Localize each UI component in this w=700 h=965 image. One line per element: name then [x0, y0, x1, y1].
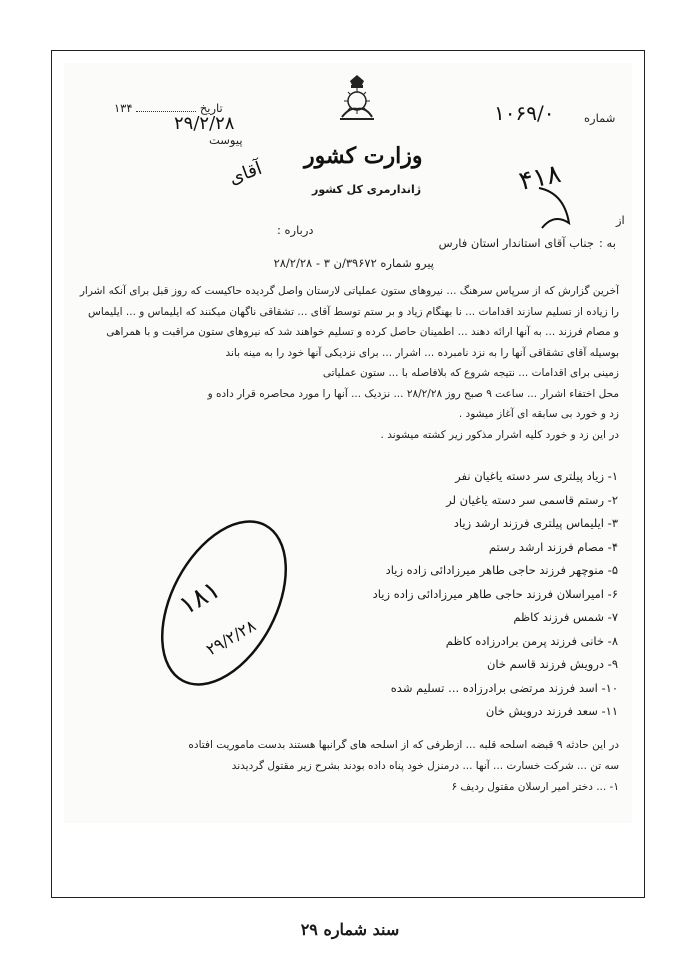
reference-line: پیرو شماره ۳۹۶۷۲/ن ۳ - ۲۸/۲/۲۸	[273, 256, 434, 270]
circle-number: ۱۸۱	[174, 574, 226, 622]
closing-line: ۱- ... دختر امیر ارسلان مقتول ردیف ۶	[451, 781, 619, 793]
list-item: ۷- شمس فرزند کاظم	[513, 610, 618, 624]
number-label: شماره	[584, 111, 616, 125]
body-line: را زیاده از تسلیم سازند اقدامات ... نا بهنگام زیاد و بر ستم توسط آقای ... تشقاقی ناگهان میکنند که ایلیماس و ... ایلیماس	[88, 305, 619, 318]
letter-body	[79, 281, 619, 445]
body-line: محل اختفاء اشرار ... ساعت ۹ صبح روز ۲۸/۲/۲۸ ... نزدیک ... آنها را مورد محاصره قرار داده و	[207, 387, 619, 400]
closing-line: در این حادثه ۹ قبضه اسلحه قلبه ... ازطرفی که از اسلحه های گرانبها هستند بدست ماموریت افتاده	[188, 739, 619, 751]
body-line: بوسیله آقای تشقاقی آنها را به نزد نامبرده ... اشرار ... برای نزدیکی آنها خود را به مینه باند	[225, 346, 619, 359]
year-value: ۱۳۴	[114, 101, 133, 115]
body-line: آخرین گزارش که از سرپاس سرهنگ ... نیروهای ستون عملیاتی لارستان واصل گردیده حاکیست که روز قبل برای آنکه اشرار	[79, 285, 619, 297]
document-caption: سند شماره ۲۹	[300, 920, 400, 939]
date-label: تاریخ	[199, 101, 223, 115]
list-item: ۵- منوچهر فرزند حاجی طاهر میرزادائی زاده زیاد	[385, 563, 618, 577]
marginal-scribble: ۴۱۸	[516, 158, 564, 198]
scanned-letter	[64, 63, 632, 823]
center-scribble: آقای	[226, 157, 265, 190]
body-line: و مصام فرزند ... به آنها ارائه دهند ... اطمینان حاصل کرده و تسلیم خواهند شد که نیروهای ستون مراقبت و با همراهی	[106, 326, 619, 338]
handwritten-circle	[149, 503, 299, 703]
body-line: زمینی برای اقدامات ... نتیجه شروع که بلافاصله با ... ستون عملیاتی	[322, 367, 619, 379]
attachment-label: پیوست	[209, 133, 243, 147]
department-title: ژاندارمری کل کشور	[312, 183, 422, 196]
to-label: به :	[599, 236, 616, 250]
list-item: ۱۰- اسد فرزند مرتضی برادرزاده ... تسلیم شده	[390, 680, 618, 695]
list-item: ۶- امیراسلان فرزند حاجی طاهر میرزادائی زاده زیاد	[372, 586, 618, 601]
list-item: ۹- درویش فرزند قاسم خان	[486, 657, 618, 671]
lion-and-sun-crest-icon	[332, 73, 382, 123]
list-item: ۸- خانی فرزند پرمن برادرزاده کاظم	[445, 633, 618, 648]
list-item: ۲- رستم قاسمی سر دسته یاغیان لر	[446, 492, 618, 507]
body-line: در این زد و خورد کلیه اشرار مذکور زیر کشته میشوند .	[380, 428, 619, 441]
list-item: ۱۱- سعد فرزند درویش خان	[485, 704, 618, 718]
list-item: ۱- زیاد پیلتری سر دسته یاغیان نفر	[455, 469, 618, 483]
document-frame	[51, 50, 645, 898]
closing-line: سه تن ... شرکت خسارت ... آنها ... درمنزل خود پناه داده بودند بشرح زیر مقتول گردیدند	[231, 760, 619, 772]
from-label: از	[616, 213, 625, 227]
date-handwritten: ۲۹/۲/۲۸	[174, 113, 235, 134]
handwritten-stroke	[534, 183, 574, 233]
list-item: ۴- مصام فرزند ارشد رستم	[488, 539, 618, 554]
ministry-title: وزارت کشور	[304, 143, 423, 169]
addressee: جناب آقای استاندار استان فارس	[438, 236, 594, 250]
subject-label: درباره :	[277, 223, 314, 237]
number-handwritten: ۱۰۶۹/۰	[494, 101, 555, 125]
body-line: زد و خورد بی سابقه ای آغاز میشود .	[458, 408, 619, 420]
list-item: ۳- ایلیماس پیلتری فرزند ارشد زیاد	[453, 516, 618, 530]
closing-paragraph	[79, 735, 619, 798]
circle-note: ۲۹/۲/۲۸	[202, 615, 259, 660]
